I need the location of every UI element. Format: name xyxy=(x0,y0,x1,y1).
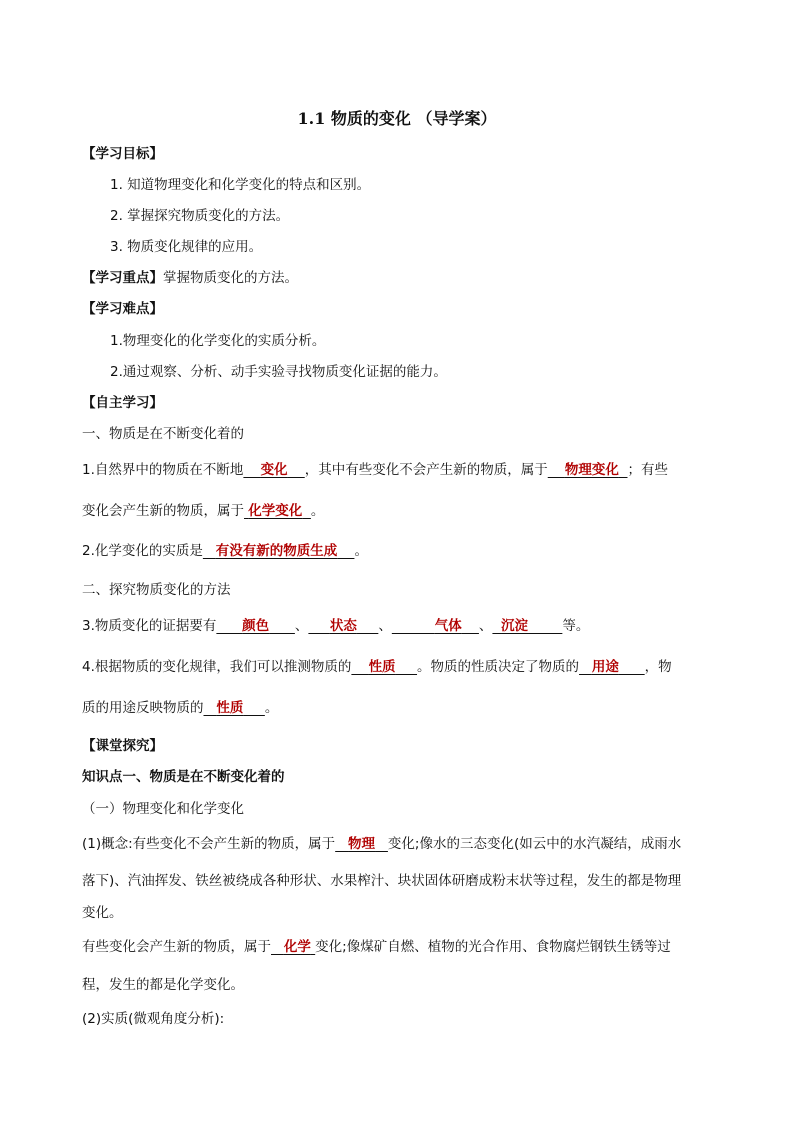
difficulty-heading: 【学习难点】 xyxy=(82,301,163,317)
blank xyxy=(619,659,645,675)
blank xyxy=(579,659,592,675)
key-point-text: 掌握物质变化的方法。 xyxy=(163,270,298,286)
blank xyxy=(351,659,368,675)
blank xyxy=(302,503,311,519)
concept-line-1 xyxy=(82,834,681,854)
answer: 气体 xyxy=(434,618,462,634)
blank xyxy=(337,543,354,559)
text: ，物 xyxy=(644,659,672,675)
blank xyxy=(271,939,284,955)
section-heading: 二、探究物质变化的方法 xyxy=(82,582,231,598)
blank xyxy=(204,700,217,716)
answer: 沉淀 xyxy=(501,618,529,634)
answer: 性质 xyxy=(368,659,396,675)
text: 2.化学变化的实质是 xyxy=(82,543,203,559)
objective-item: 2. 掌握探究物质变化的方法。 xyxy=(110,208,290,224)
text: 、 xyxy=(294,618,309,634)
self-study-heading: 【自主学习】 xyxy=(82,395,163,411)
question-1-line-1 xyxy=(82,460,668,480)
text: 。 xyxy=(264,700,279,716)
blank xyxy=(462,618,479,634)
difficulty-item: 1.物理变化的化学变化的实质分析。 xyxy=(110,333,326,349)
blank xyxy=(357,618,378,634)
objective-item: 3. 物质变化规律的应用。 xyxy=(110,239,263,255)
blank xyxy=(548,462,565,478)
blank xyxy=(619,462,628,478)
concept-line-3: 变化。 xyxy=(82,905,123,921)
question-1-line-2 xyxy=(82,501,324,521)
blank xyxy=(335,836,348,852)
answer: 化学变化 xyxy=(248,503,303,519)
text: ，其中有些变化不会产生新的物质，属于 xyxy=(304,462,548,478)
answer: 颜色 xyxy=(242,618,270,634)
answer: 变化 xyxy=(260,462,288,478)
text: 变化;像煤矿自燃、植物的光合作用、食物腐烂钢铁生锈等过 xyxy=(315,939,671,955)
blank xyxy=(243,700,264,716)
question-2 xyxy=(82,541,368,561)
question-4-line-2 xyxy=(82,698,278,718)
text: 3.物质变化的证据要有 xyxy=(82,618,217,634)
text: 质的用途反映物质的 xyxy=(82,700,204,716)
blank xyxy=(269,618,295,634)
answer: 性质 xyxy=(216,700,244,716)
class-inquiry-heading: 【课堂探究】 xyxy=(82,738,163,754)
question-3 xyxy=(82,616,589,636)
concept-line-4 xyxy=(82,937,671,957)
text: 变化;像水的三态变化(如云中的水汽凝结，成雨水 xyxy=(387,836,682,852)
page-title: 1.1 物质的变化 （导学案） xyxy=(297,109,497,128)
text: 等。 xyxy=(562,618,590,634)
text: 4.根据物质的变化规律，我们可以推测物质的 xyxy=(82,659,352,675)
blank xyxy=(216,618,242,634)
blank xyxy=(203,543,216,559)
answer: 化学 xyxy=(283,939,311,955)
answer: 物理变化 xyxy=(564,462,619,478)
blank xyxy=(375,836,388,852)
knowledge-point-heading: 知识点一、物质是在不断变化着的 xyxy=(82,769,285,785)
answer: 状态 xyxy=(329,618,357,634)
text: 。 xyxy=(354,543,368,559)
blank xyxy=(308,618,329,634)
text: (1)概念:有些变化不会产生新的物质，属于 xyxy=(82,836,336,852)
blank xyxy=(492,618,501,634)
text: ；有些 xyxy=(627,462,668,478)
blank xyxy=(288,462,305,478)
text: 1.自然界中的物质在不断地 xyxy=(82,462,244,478)
answer: 用途 xyxy=(591,659,619,675)
blank xyxy=(528,618,562,634)
text: 。 xyxy=(310,503,325,519)
objectives-heading: 【学习目标】 xyxy=(82,146,163,162)
concept-line-5: 程，发生的都是化学变化。 xyxy=(82,977,244,993)
text: 。物质的性质决定了物质的 xyxy=(417,659,580,675)
difficulty-item: 2.通过观察、分析、动手实验寻找物质变化证据的能力。 xyxy=(110,364,447,380)
key-point xyxy=(82,268,298,288)
key-point-heading: 【学习重点】 xyxy=(82,270,163,286)
answer: 物理 xyxy=(348,836,376,852)
subsection-heading: （一）物理变化和化学变化 xyxy=(82,801,244,817)
concept-line-6: (2)实质(微观角度分析): xyxy=(82,1011,225,1027)
blank xyxy=(396,659,417,675)
text: 有些变化会产生新的物质，属于 xyxy=(82,939,271,955)
section-heading: 一、物质是在不断变化着的 xyxy=(82,426,244,442)
objective-item: 1. 知道物理变化和化学变化的特点和区别。 xyxy=(110,177,371,193)
concept-line-2: 落下)、汽油挥发、铁丝被绕成各种形状、水果榨汁、块状固体研磨成粉末状等过程，发生的都是物理 xyxy=(82,873,682,889)
text: 、 xyxy=(378,618,392,634)
blank xyxy=(243,462,260,478)
answer: 有没有新的物质生成 xyxy=(215,543,338,559)
question-4-line-1 xyxy=(82,657,672,677)
text: 变化会产生新的物质，属于 xyxy=(82,503,244,519)
text: 、 xyxy=(478,618,493,634)
blank xyxy=(392,618,435,634)
